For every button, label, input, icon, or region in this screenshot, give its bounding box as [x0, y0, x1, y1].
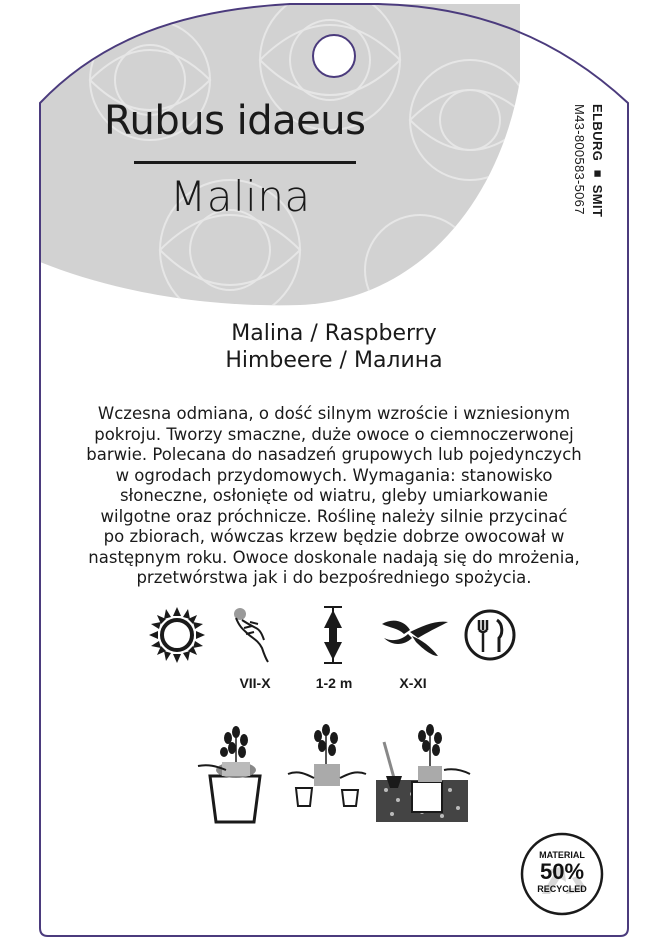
badge-line-2: 50%	[539, 859, 585, 884]
description-line: po zbiorach, wówczas krzew będzie dobrze owocował w	[103, 527, 565, 546]
planting-step-1-illustration	[196, 718, 274, 826]
description-line: barwie. Polecana do nasadzeń grupowych lub pojedynczych	[86, 445, 582, 464]
title-divider	[134, 161, 356, 164]
names-line-1: Malina / Raspberry	[231, 321, 437, 346]
description-line: słoneczne, osłonięte od wiatru, gleby umiarkowanie	[119, 486, 549, 505]
description-line: Wczesna odmiana, o dość silnym wzroście i wzniesionym	[97, 404, 571, 423]
sun-icon	[148, 606, 206, 664]
names-line-2: Himbeere / Малина	[225, 348, 443, 373]
planting-step-2-illustration	[286, 718, 368, 810]
pruning-shears-icon	[378, 612, 450, 658]
brand-name: ELBURG ■ SMIT	[590, 104, 605, 218]
description-line: następnym roku. Owoce doskonale nadają się do mrożenia,	[88, 547, 580, 567]
recycled-material-badge	[520, 832, 604, 916]
height-arrow-icon	[318, 606, 348, 664]
description-line: w ogrodach przydomowych. Wymagania: stanowisko	[115, 465, 553, 485]
description-line: wilgotne oraz próchnicze. Roślinę należy silnie przycinać	[100, 506, 568, 526]
badge-line-1: MATERIAL	[539, 850, 585, 860]
latin-name: Rubus idaeus	[104, 98, 366, 144]
description	[60, 404, 608, 589]
common-name: Malina	[170, 172, 311, 221]
brand-block	[572, 104, 612, 304]
description-line: przetwórstwa jak i do bezpośredniego spożycia.	[136, 568, 532, 587]
product-code: M43-800583-5067	[572, 104, 587, 215]
multilingual-names	[0, 320, 668, 374]
flowering-period-label: VII-X	[239, 675, 271, 691]
flowering-hand-icon	[228, 604, 278, 664]
badge-line-3: RECYCLED	[537, 884, 587, 894]
pruning-period-label: X-XI	[399, 675, 427, 691]
planting-step-3-illustration	[372, 716, 472, 826]
description-line: pokroju. Tworzy smaczne, duże owoce o ciemnoczerwonej	[94, 424, 574, 444]
height-label: 1-2 m	[315, 675, 353, 691]
edible-fork-knife-icon	[463, 608, 517, 662]
